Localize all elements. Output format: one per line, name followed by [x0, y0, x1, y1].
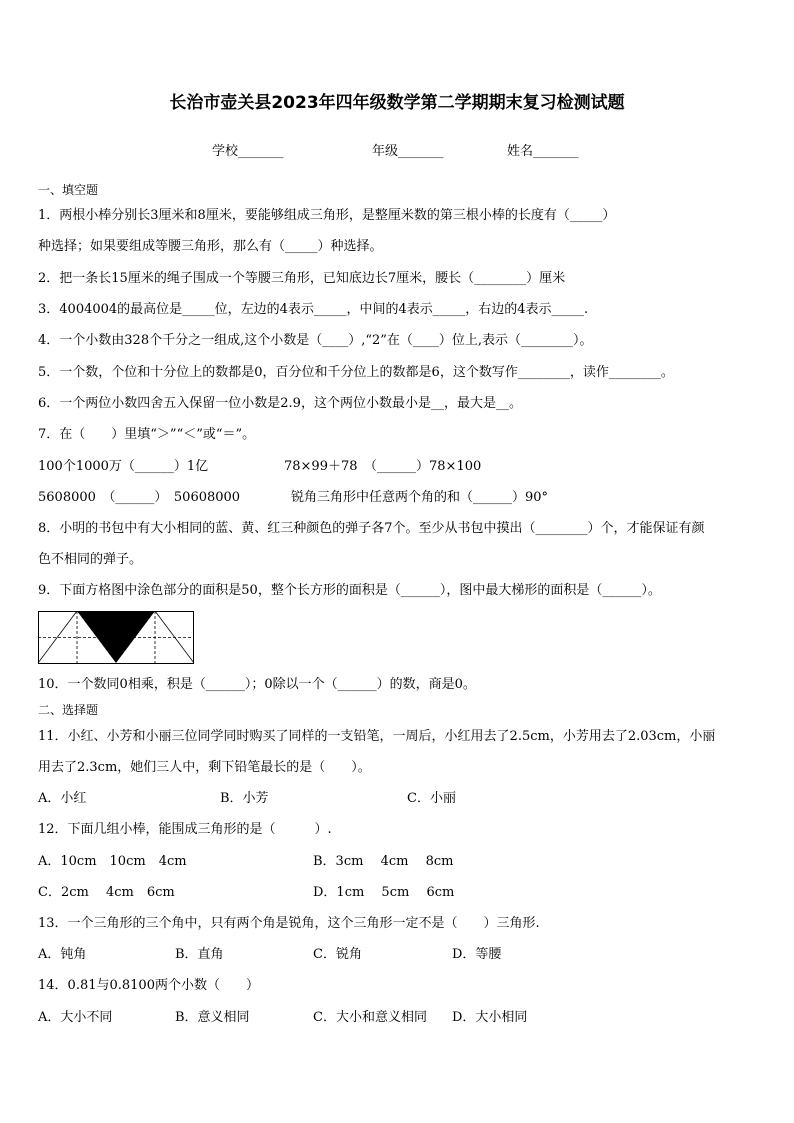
question-12-option-b: B．3cm 4cm 8cm — [313, 854, 454, 869]
name-field: 姓名_______ — [507, 144, 579, 159]
question-7-item-d: 锐角三角形中任意两个角的和（______）90° — [291, 490, 549, 505]
question-7-item-a: 100个1000万（______）1亿 — [38, 459, 209, 474]
question-14-option-d: D．大小相同 — [452, 1010, 528, 1025]
page-title: 长治市壶关县2023年四年级数学第二学期期末复习检测试题 — [169, 93, 625, 113]
question-11-option-a: A．小红 — [38, 791, 87, 806]
question-12-stem: 12．下面几组小棒，能围成三角形的是（ ）. — [38, 822, 332, 837]
question-8-line-1: 8．小明的书包中有大小相同的蓝、黄、红三种颜色的弹子各7个。至少从书包中摸出（________）个，才能保证有颜 — [38, 521, 705, 536]
question-14-option-b: B．意义相同 — [175, 1010, 250, 1025]
question-7-item-c: 5608000 （______） 50608000 — [38, 490, 241, 505]
question-10: 10．一个数同0相乘，积是（______）；0除以一个（______）的数，商是0。 — [38, 677, 476, 692]
question-9-grid-figure — [38, 611, 194, 664]
question-11-option-c: C．小丽 — [407, 791, 456, 806]
question-7-item-b: 78×99＋78 （______）78×100 — [284, 459, 482, 474]
question-13-option-d: D．等腰 — [452, 947, 502, 962]
question-13-option-c: C．锐角 — [313, 947, 362, 962]
question-6: 6．一个两位小数四舍五入保留一位小数是2.9，这个两位小数最小是__，最大是__。 — [38, 396, 522, 411]
question-12-option-c: C．2cm 4cm 6cm — [38, 885, 175, 900]
question-4: 4．一个小数由328个千分之一组成,这个小数是（____）,“2”在（____）位上,表示（________）。 — [38, 333, 593, 348]
question-13-option-a: A．钝角 — [38, 947, 87, 962]
section-fill-blank: 一、填空题 — [38, 183, 99, 197]
question-11-line-1: 11．小红、小芳和小丽三位同学同时购买了同样的一支铅笔，一周后，小红用去了2.5cm，小芳用去了2.03cm，小丽 — [38, 729, 716, 744]
question-1-line-1: 1．两根小棒分别长3厘米和8厘米，要能够组成三角形，是整厘米数的第三根小棒的长度有（_____） — [38, 208, 616, 223]
question-12-option-a: A．10cm 10cm 4cm — [38, 854, 187, 869]
question-8-line-2: 色不相同的弹子。 — [38, 552, 143, 567]
question-14-stem: 14．0.81与0.8100两个小数（ ） — [38, 978, 259, 993]
question-13-stem: 13．一个三角形的三个角中，只有两个角是锐角，这个三角形一定不是（ ）三角形. — [38, 916, 540, 931]
school-field: 学校_______ — [212, 144, 284, 159]
question-5: 5．一个数，个位和十分位上的数都是0，百分位和千分位上的数都是6，这个数写作________，读作________。 — [38, 365, 674, 380]
question-1-line-2: 种选择；如果要组成等腰三角形，那么有（_____）种选择。 — [38, 239, 383, 254]
question-2: 2．把一条长15厘米的绳子围成一个等腰三角形，已知底边长7厘米，腰长（________）厘米 — [38, 271, 566, 286]
question-14-option-a: A．大小不同 — [38, 1010, 113, 1025]
question-9: 9．下面方格图中涂色部分的面积是50，整个长方形的面积是（______），图中最大梯形的面积是（______）。 — [38, 583, 661, 598]
question-12-option-d: D．1cm 5cm 6cm — [313, 885, 455, 900]
question-11-line-2: 用去了2.3cm，她们三人中，剩下铅笔最长的是（ ）。 — [38, 760, 371, 775]
grade-field: 年级_______ — [372, 144, 444, 159]
question-3: 3．4004004的最高位是_____位，左边的4表示_____，中间的4表示_____，右边的4表示_____. — [38, 302, 589, 317]
question-13-option-b: B．直角 — [175, 947, 224, 962]
question-14-option-c: C．大小和意义相同 — [313, 1010, 427, 1025]
question-7-stem: 7．在（ ）里填“＞”“＜”或“＝”。 — [38, 427, 256, 442]
question-11-option-b: B．小芳 — [220, 791, 269, 806]
section-multiple-choice: 二、选择题 — [38, 703, 99, 717]
